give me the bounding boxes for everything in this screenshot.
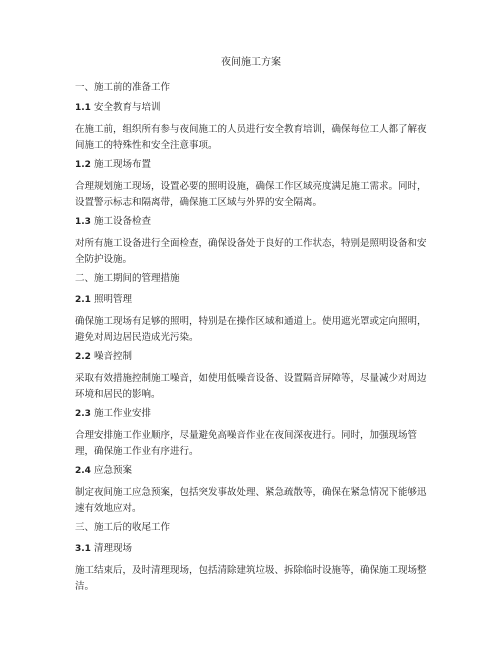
paragraph-1-1: 在施工前，组织所有参与夜间施工的人员进行安全教育培训，确保每位工人都了解夜间施工的特殊性和安全注意事项。: [75, 124, 427, 151]
subsection-title: 应急预案: [93, 465, 132, 476]
subsection-number: 1.1: [75, 103, 91, 113]
subsection-heading-3-1: [75, 542, 132, 556]
subsection-heading-2-3: [75, 407, 151, 421]
subsection-heading-2-2: [75, 350, 132, 364]
subsection-heading-2-1: [75, 293, 132, 307]
section-heading-3: 三、施工后的收尾工作: [75, 522, 171, 533]
subsection-title: 照明管理: [93, 294, 132, 305]
subsection-number: 2.1: [75, 295, 91, 305]
section-heading-1: 一、施工前的准备工作: [75, 82, 171, 93]
paragraph-2-3: 合理安排施工作业顺序，尽量避免高噪音作业在夜间深夜进行。同时，加强现场管理，确保施工作业有序进行。: [75, 430, 418, 457]
section-heading-2: 二、施工期间的管理措施: [75, 273, 180, 284]
subsection-title: 清理现场: [93, 543, 132, 554]
document-title: 夜间施工方案: [221, 57, 281, 68]
subsection-heading-1-3: [75, 215, 151, 229]
subsection-title: 安全教育与培训: [93, 102, 161, 113]
subsection-number: 2.2: [75, 352, 91, 362]
subsection-number: 3.1: [75, 544, 91, 554]
subsection-number: 1.2: [75, 160, 91, 170]
subsection-heading-1-1: [75, 101, 161, 115]
paragraph-1-3: 对所有施工设备进行全面检查，确保设备处于良好的工作状态，特别是照明设备和安全防护设施。: [75, 238, 427, 265]
subsection-number: 2.3: [75, 409, 91, 419]
subsection-number: 1.3: [75, 217, 91, 227]
paragraph-1-2: 合理规划施工现场，设置必要的照明设施，确保工作区域亮度满足施工需求。同时，设置警示标志和隔离带，确保施工区域与外界的安全隔离。: [75, 181, 427, 208]
subsection-title: 施工设备检查: [93, 216, 151, 227]
subsection-heading-2-4: [75, 464, 132, 478]
subsection-number: 2.4: [75, 466, 91, 476]
paragraph-2-2: 采取有效措施控制施工噪音，如使用低噪音设备、设置隔音屏障等，尽量减少对周边环境和居民的影响。: [75, 373, 427, 400]
subsection-title: 噪音控制: [93, 351, 132, 362]
subsection-title: 施工现场布置: [93, 159, 151, 170]
paragraph-3-1: 施工结束后，及时清理现场，包括清除建筑垃圾、拆除临时设施等，确保施工现场整洁。: [75, 565, 427, 592]
subsection-heading-1-2: [75, 158, 151, 172]
subsection-title: 施工作业安排: [93, 408, 151, 419]
paragraph-2-1: 确保施工现场有足够的照明，特别是在操作区域和通道上。使用遮光罩或定向照明，避免对周边居民造成光污染。: [75, 316, 427, 343]
paragraph-2-4: 制定夜间施工应急预案，包括突发事故处理、紧急疏散等，确保在紧急情况下能够迅速有效地应对。: [75, 487, 427, 514]
